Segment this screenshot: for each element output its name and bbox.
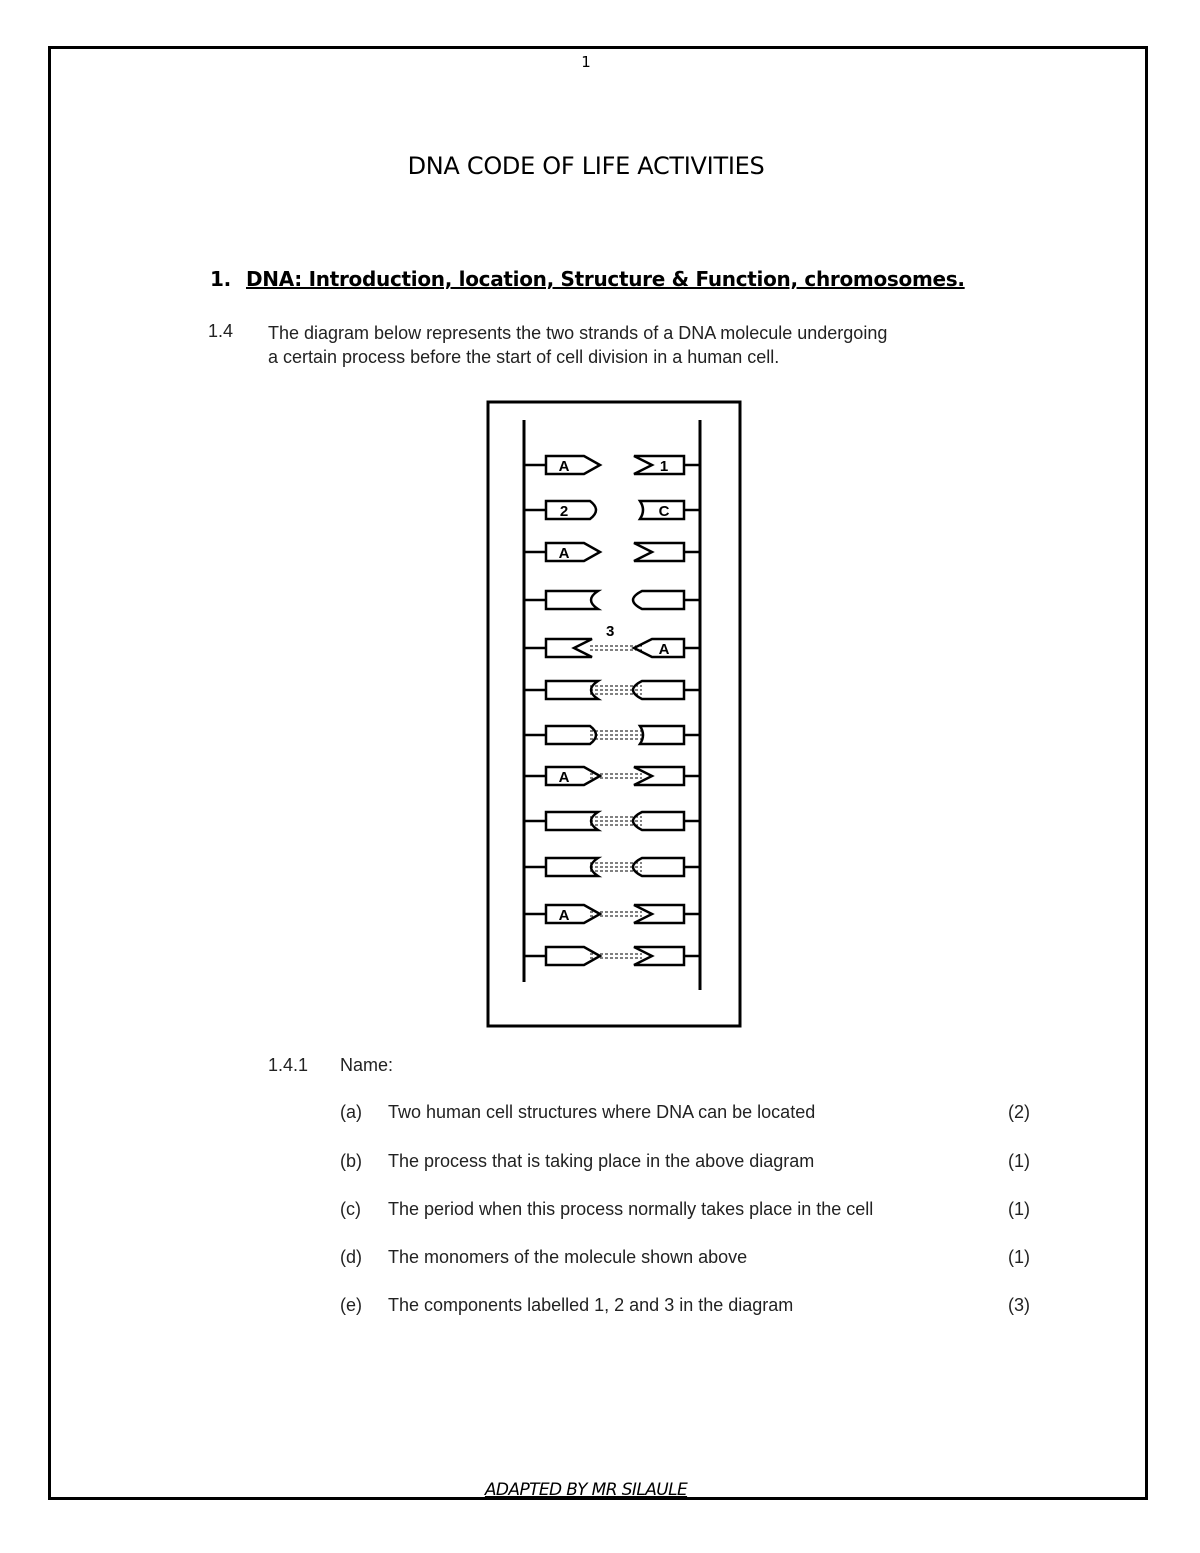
page-number: 1: [581, 53, 591, 71]
base-pair-row: [524, 543, 700, 562]
item-marks: (1): [1008, 1199, 1030, 1219]
item-text: The period when this process normally takes place in the cell: [388, 1199, 874, 1219]
base-pair-row: [524, 905, 700, 924]
base-pair-row: [524, 639, 700, 658]
item-text: Two human cell structures where DNA can be located: [388, 1102, 816, 1122]
footer: [0, 1480, 1172, 1500]
left-nucleotide: [546, 543, 600, 561]
right-nucleotide: [640, 726, 684, 744]
item-text: The process that is taking place in the above diagram: [388, 1151, 815, 1171]
item-marks: (1): [1008, 1151, 1030, 1171]
left-nucleotide: [546, 639, 592, 657]
left-nucleotide: [546, 591, 598, 609]
item-marks: (1): [1008, 1247, 1030, 1267]
item-letter: (e): [340, 1295, 362, 1315]
question-item-b: [340, 1151, 1040, 1177]
right-nucleotide: [634, 947, 684, 965]
right-nucleotide: [633, 591, 684, 609]
item-text: The components labelled 1, 2 and 3 in the diagram: [388, 1295, 794, 1315]
page-title: DNA CODE OF LIFE ACTIVITIES: [407, 152, 765, 180]
question-text-line-2: a certain process before the start of cell division in a human cell.: [268, 347, 780, 367]
footer-text: ADAPTED BY MR SILAULE: [484, 1480, 688, 1500]
item-letter: (d): [340, 1247, 362, 1267]
question-item-c: [340, 1199, 1040, 1225]
section-heading-text: DNA: Introduction, location, Structure & Function, chromosomes.: [246, 267, 965, 291]
left-nucleotide: [546, 905, 600, 923]
right-nucleotide: [634, 905, 684, 923]
right-base-label: 1: [659, 458, 669, 475]
diagram-frame: [488, 402, 740, 1026]
base-pair-row: [524, 726, 700, 744]
right-nucleotide: [634, 767, 684, 785]
left-base-label: 2: [559, 503, 569, 520]
left-base-label: A: [558, 458, 570, 475]
question-number: 1.4: [208, 321, 234, 341]
base-pair-row: [524, 947, 700, 965]
dna-diagram: [486, 400, 742, 1028]
right-base-label: A: [658, 641, 670, 658]
item-marks: (3): [1008, 1295, 1030, 1315]
question-item-d: [340, 1247, 1040, 1273]
subquestion-number: 1.4.1: [268, 1055, 309, 1075]
subquestion-label: Name:: [340, 1055, 394, 1075]
question-text: [268, 321, 1008, 369]
base-pair-row: [524, 456, 700, 475]
right-nucleotide: [634, 543, 684, 561]
question-item-e: [340, 1295, 1040, 1321]
left-nucleotide: [546, 456, 600, 474]
item-letter: (b): [340, 1151, 362, 1171]
section-heading: [210, 267, 965, 291]
label-3: 3: [606, 623, 615, 640]
left-base-label: A: [558, 545, 570, 562]
base-pair-row: [524, 858, 700, 876]
base-pair-row: [524, 501, 700, 520]
item-letter: (c): [340, 1199, 361, 1219]
question-text-line-1: The diagram below represents the two strands of a DNA molecule undergoing: [268, 323, 888, 343]
item-marks: (2): [1008, 1102, 1030, 1122]
left-base-label: A: [558, 769, 570, 786]
item-letter: (a): [340, 1102, 362, 1122]
base-pair-row: [524, 767, 700, 786]
left-nucleotide: [546, 501, 596, 519]
base-pair-row: [524, 812, 700, 830]
left-nucleotide: [546, 767, 600, 785]
section-number: 1.: [210, 267, 231, 291]
base-pair-row: [524, 591, 700, 609]
item-text: The monomers of the molecule shown above: [388, 1247, 748, 1267]
left-base-label: A: [558, 907, 570, 924]
left-nucleotide: [546, 947, 600, 965]
base-pair-row: [524, 681, 700, 699]
left-nucleotide: [546, 726, 596, 744]
right-base-label: C: [658, 503, 670, 520]
question-item-a: [340, 1102, 1040, 1128]
